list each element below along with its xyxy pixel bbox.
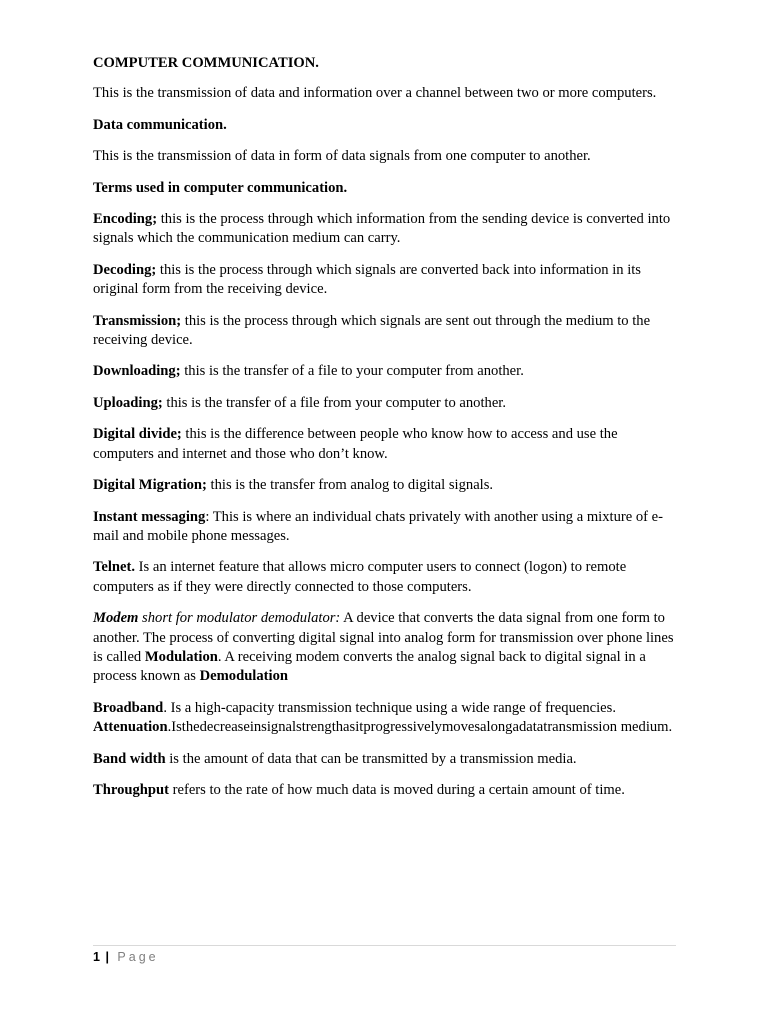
term-throughput: Throughput refers to the rate of how much data is moved during a certain amount of time. (93, 781, 625, 798)
term-digital-migration: Digital Migration; this is the transfer from analog to digital signals. (93, 477, 494, 494)
term-modem: Modem short for modulator demodulator: A device that converts the data signal from one form to another. The process of converting digital signal into analog form for transmission over phone lines is called Modulation. A receiving modem converts the analog signal back to digital signal in a process known as Demodulation (93, 610, 674, 685)
term-decoding: Decoding; this is the process through which signals are converted back into information in its original form from the receiving device. (93, 261, 641, 298)
term-encoding: Encoding; this is the process through which information from the sending device is converted into signals which the communication medium can carry. (93, 211, 671, 247)
term-digital-divide: Digital divide; this is the difference between people who know how to access and use the computers and internet and those who don’t know. (93, 426, 618, 462)
data-communication-paragraph: This is the transmission of data in form of data signals from one computer to another. (93, 148, 591, 165)
term-uploading: Uploading; this is the transfer of a file from your computer to another. (93, 394, 507, 411)
term-bandwidth: Band width is the amount of data that can be transmitted by a transmission media. (93, 750, 577, 767)
page-label: Page (117, 950, 159, 964)
term-transmission: Transmission; this is the process through which signals are sent out through the medium to the receiving device. (93, 312, 651, 349)
page-footer (93, 945, 676, 965)
document-title: COMPUTER COMMUNICATION. (93, 55, 319, 71)
term-broadband: Broadband. Is a high-capacity transmission technique using a wide range of frequencies. (93, 699, 616, 716)
term-instant-messaging: Instant messaging: This is where an individual chats privately with another using a mixture of e-mail and mobile phone messages. (93, 508, 664, 544)
intro-paragraph: This is the transmission of data and information over a channel between two or more computers. (93, 85, 657, 102)
document-body (93, 54, 678, 812)
term-telnet: Telnet. Is an internet feature that allows micro computer users to connect (logon) to remote computers as if they were directly connected to those computers. (93, 559, 627, 595)
term-attenuation: Attenuation.Isthedecreaseinsignalstrengthasitprogressivelymovesalongadatatransmission medium. (93, 719, 673, 736)
term-downloading: Downloading; this is the transfer of a file to your computer from another. (93, 363, 524, 380)
footer-separator: | (105, 950, 109, 964)
section-heading-data-communication: Data communication. (93, 116, 227, 133)
section-heading-terms: Terms used in computer communication. (93, 179, 348, 196)
page-number: 1 (93, 950, 100, 964)
